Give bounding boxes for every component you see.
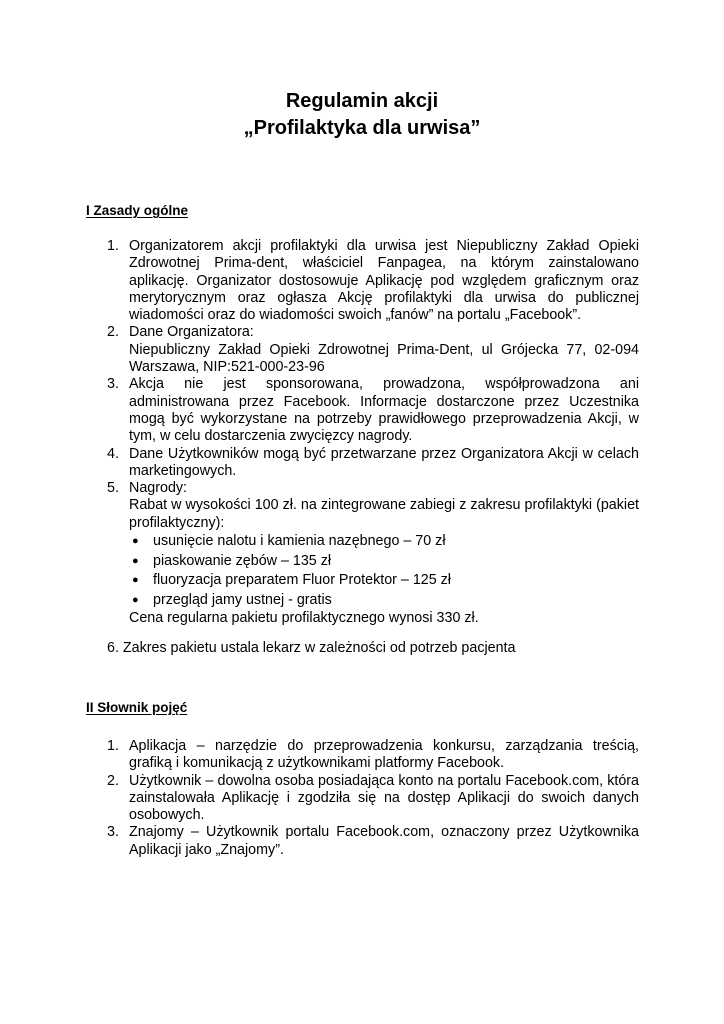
list-item (86, 446, 639, 481)
item-number: 5. (107, 480, 119, 497)
list-item (86, 324, 639, 341)
bullet-item: ● fluoryzacja preparatem Fluor Protektor – 125 zł (129, 571, 639, 591)
item-number: 2. (107, 772, 119, 789)
regular-price-note: Cena regularna pakietu profilaktycznego wynosi 330 zł. (129, 610, 479, 627)
list-item (86, 824, 639, 859)
item-text: Dane Użytkowników mogą być przetwarzane przez Organizatora Akcji w celach marketingowych. (129, 445, 639, 479)
list-item (86, 238, 639, 324)
title-line-2: „Profilaktyka dla urwisa” (243, 117, 481, 139)
page-title (0, 88, 724, 142)
prize-description: Rabat w wysokości 100 zł. na zintegrowane zabiegi z zakresu profilaktyki (pakiet profilaktyczny): (129, 497, 639, 531)
list-item (86, 738, 639, 773)
list-item-6: 6. Zakres pakietu ustala lekarz w zależności od potrzeb pacjenta (107, 640, 516, 657)
bullet-icon: ● (132, 593, 139, 606)
item-text: Aplikacja – narzędzie do przeprowadzenia konkursu, zarządzania treścią, grafiką i komunikacją z użytkownikami platformy Facebook. (129, 738, 639, 772)
bullet-item: ● usunięcie nalotu i kamienia nazębnego – 70 zł (129, 532, 639, 552)
item-text: Dane Organizatora: (129, 324, 254, 341)
item-text: Znajomy – Użytkownik portalu Facebook.com, oznaczony przez Użytkownika Aplikacji jako „Znajomy”. (129, 824, 639, 858)
section-heading-general-rules: I Zasady ogólne (86, 203, 189, 218)
bullet-icon: ● (132, 535, 139, 548)
item-number: 1. (107, 238, 119, 254)
item-text: Organizatorem akcji profilaktyki dla urwisa jest Niepubliczny Zakład Opieki Zdrowotnej Prima-dent, właściciel Fanpagea, na którym zainstalowano aplikację. Organizator dostosowuje Aplikację pod względem graficznym oraz merytorycznym oraz ogłasza Akcję profilaktyki dla urwisa do publicznej wiadomości oraz do wiadomości swoich „fanów” na portalu „Facebook”. (129, 238, 639, 324)
general-rules-list (86, 238, 639, 658)
list-item (86, 480, 639, 497)
item-number: 4. (107, 445, 119, 462)
bullet-icon: ● (132, 554, 139, 567)
bullet-icon: ● (132, 574, 139, 587)
item-number: 1. (107, 738, 119, 754)
title-line-1: Regulamin akcji (285, 90, 439, 112)
prize-bullet-list (86, 532, 639, 610)
item-text: Użytkownik – dowolna osoba posiadająca konto na portalu Facebook.com, która zainstalowała Aplikację i zgodziła się na dostęp Aplikacji do swoich danych osobowych. (129, 772, 639, 824)
list-item (86, 376, 639, 445)
glossary-list (86, 738, 639, 859)
item-text: Nagrody: (129, 480, 188, 497)
list-item (86, 773, 639, 825)
item-number: 3. (107, 824, 119, 841)
item-number: 3. (107, 376, 119, 393)
bullet-item: ● piaskowanie zębów – 135 zł (129, 552, 639, 572)
bullet-item: ● przegląd jamy ustnej - gratis (129, 591, 639, 611)
organizer-details: Niepubliczny Zakład Opieki Zdrowotnej Prima-Dent, ul Grójecka 77, 02-094 Warszawa, NIP:521-000-23-96 (129, 341, 639, 376)
item-text: Akcja nie jest sponsorowana, prowadzona, współprowadzona ani administrowana przez Facebook. Informacje dostarczone przez Uczestnika mogą być wykorzystane na potrzeby prawidłowego przeprowadzenia Akcji, w tym, w celu dostarczenia zwycięzcy nagrody. (129, 376, 639, 445)
section-heading-glossary: II Słownik pojęć (86, 700, 188, 715)
item-number: 2. (107, 324, 119, 341)
